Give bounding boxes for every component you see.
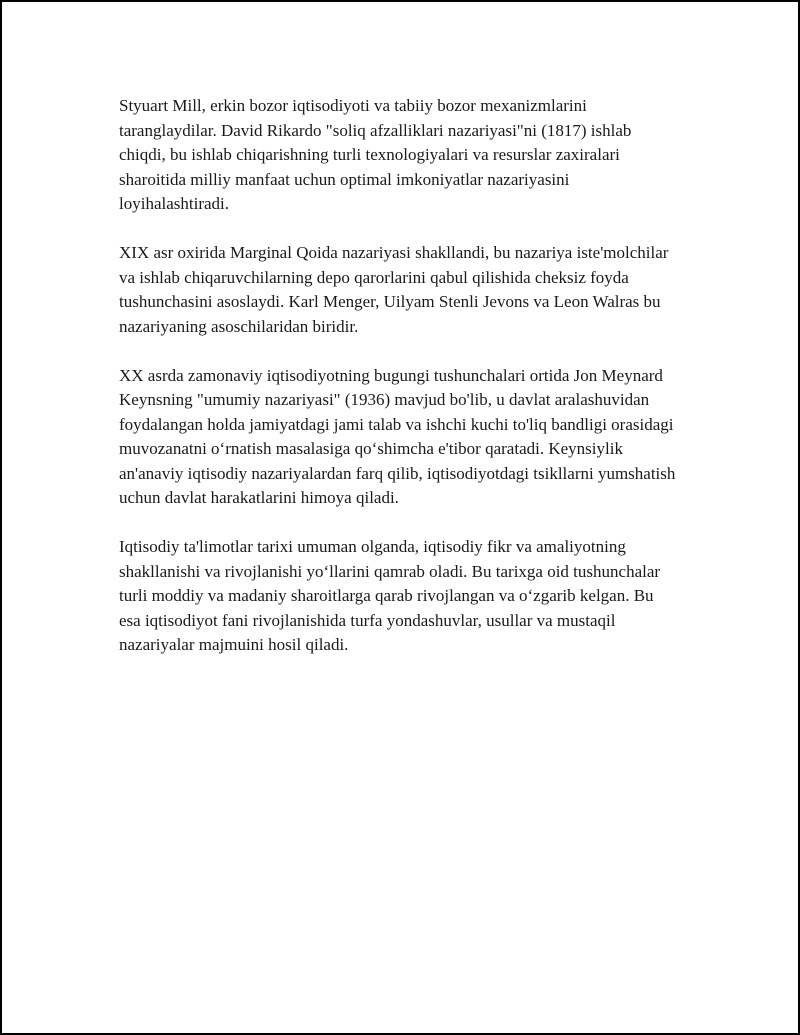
paragraph-marginal-theory: XIX asr oxirida Marginal Qoida nazariyasi shakllandi, bu nazariya iste'molchilar va ishlab chiqaruvchilarning depo qarorlarini qabul qilishida cheksiz foyda tushunchasini asoslaydi. Karl Menger, Uilyam Stenli Jevons va Leon Walras bu nazariyaning asoschilaridan biridir. [119,243,669,336]
document-body [119,94,679,682]
paragraph-mill-rikardo: Styuart Mill, erkin bozor iqtisodiyoti va tabiiy bozor mexanizmlarini taranglaydilar. David Rikardo "soliq afzalliklari nazariyasi"ni (1817) ishlab chiqdi, bu ishlab chiqarishning turli texnologiyalari va resurslar zaxiralari sharoitida milliy manfaat uchun optimal imkoniyatlar nazariyasini loyihalashtiradi. [119,96,632,213]
paragraph-keynes: XX asrda zamonaviy iqtisodiyotning bugungi tushunchalari ortida Jon Meynard Keynsning "umumiy nazariyasi" (1936) mavjud bo'lib, u davlat aralashuvidan foydalangan holda jamiyatdagi jami talab va ishchi kuchi to'liq bandligi orasidagi muvozanatni o‘rnatish masalasiga qo‘shimcha e'tibor qaratadi. Keynsiylik an'anaviy iqtisodiy nazariyalardan farq qilib, iqtisodiyotdagi tsikllarni yumshatish uchun davlat harakatlarini himoya qiladi. [119,365,676,507]
paragraph-history-summary: Iqtisodiy ta'limotlar tarixi umuman olganda, iqtisodiy fikr va amaliyotning shakllanishi va rivojlanishi yo‘llarini qamrab oladi. Bu tarixga oid tushunchalar turli moddiy va madaniy sharoitlarga qarab rivojlangan va o‘zgarib kelgan. Bu esa iqtisodiyot fani rivojlanishida turfa yondashuvlar, usullar va mustaqil nazariyalar majmuini hosil qiladi. [119,537,661,654]
